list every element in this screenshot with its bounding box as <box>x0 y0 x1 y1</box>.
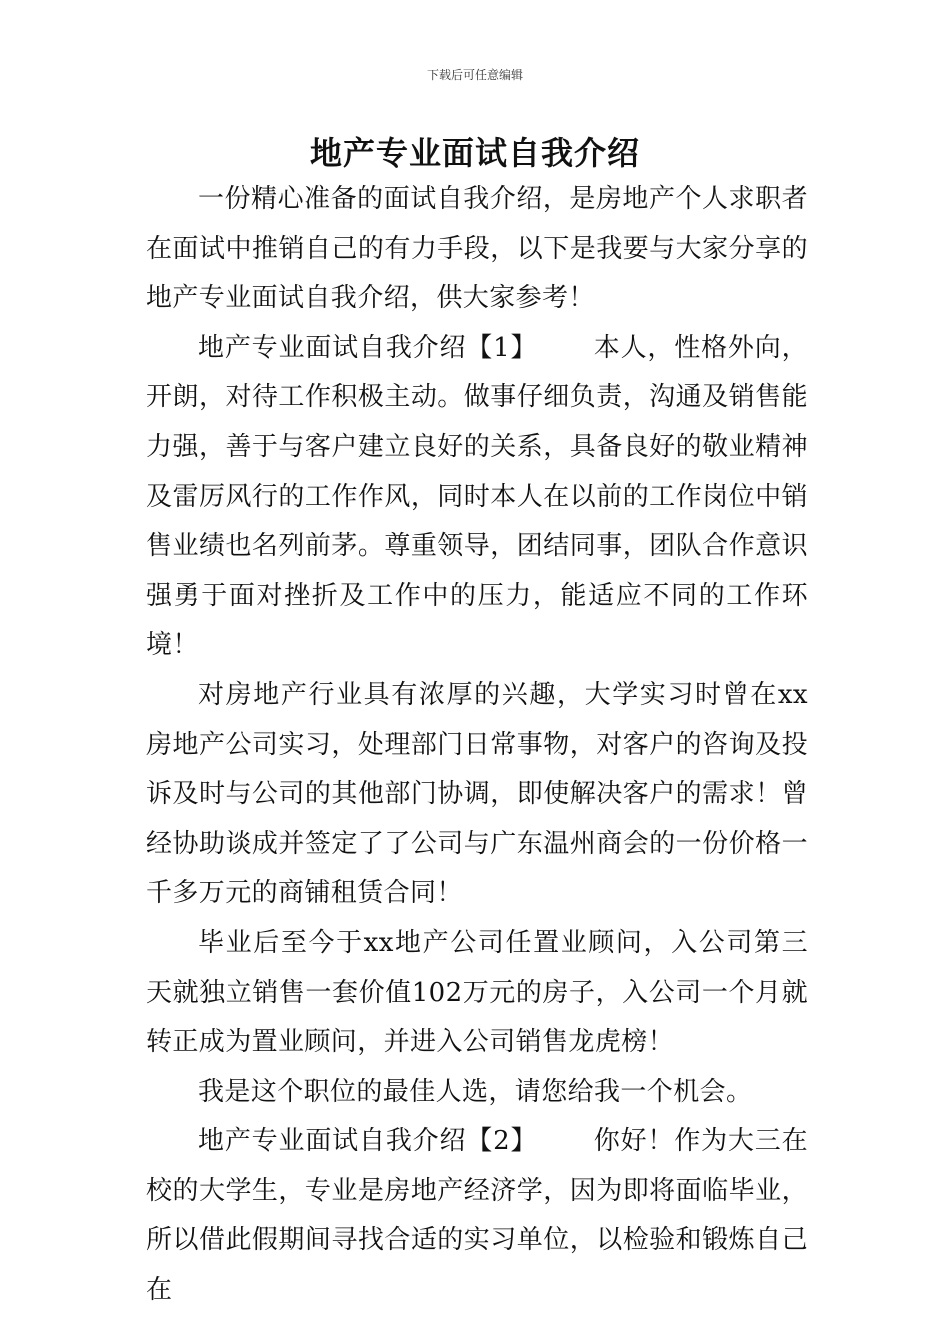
document-title: 地产专业面试自我介绍 <box>309 134 640 172</box>
section-heading-1: 地产专业面试自我介绍【1】 <box>198 332 538 363</box>
paragraph-text: 本人，性格外向，开朗，对待工作积极主动。做事仔细负责，沟通及销售能力强，善于与客户建立良好的关系，具备良好的敬业精神及雷厉风行的工作作风，同时本人在以前的工作岗位中销售业绩也名列前茅。尊重领导，团结同事，团队合作意识强勇于面对挫折及工作中的压力，能适应不同的工作环境！ <box>146 332 808 661</box>
paragraph-text: 毕业后至今于xx地产公司任置业顾问，入公司第三天就独立销售一套价值102万元的房子，入公司一个月就转正成为置业顾问，并进入公司销售龙虎榜！ <box>146 927 808 1058</box>
closing-paragraph <box>146 1068 808 1118</box>
document-body <box>146 175 808 1316</box>
intro-paragraph <box>146 175 808 324</box>
section-1-paragraph <box>146 324 808 671</box>
header-note: 下载后可任意编辑 <box>426 68 523 82</box>
career-paragraph <box>146 919 808 1068</box>
experience-paragraph <box>146 671 808 919</box>
section-2-paragraph <box>146 1117 808 1315</box>
paragraph-text: 对房地产行业具有浓厚的兴趣，大学实习时曾在xx房地产公司实习，处理部门日常事物，对客户的咨询及投诉及时与公司的其他部门协调，即使解决客户的需求！曾经协助谈成并签定了了公司与广东温州商会的一份价格一千多万元的商铺租赁合同！ <box>146 679 808 909</box>
paragraph-text: 我是这个职位的最佳人选，请您给我一个机会。 <box>198 1076 753 1107</box>
section-heading-2: 地产专业面试自我介绍【2】 <box>198 1126 538 1157</box>
paragraph-text: 一份精心准备的面试自我介绍，是房地产个人求职者在面试中推销自己的有力手段，以下是我要与大家分享的地产专业面试自我介绍，供大家参考！ <box>146 184 808 314</box>
paragraph-text: 你好！作为大三在校的大学生，专业是房地产经济学，因为即将面临毕业，所以借此假期间寻找合适的实习单位，以检验和锻炼自己在 <box>146 1126 808 1306</box>
